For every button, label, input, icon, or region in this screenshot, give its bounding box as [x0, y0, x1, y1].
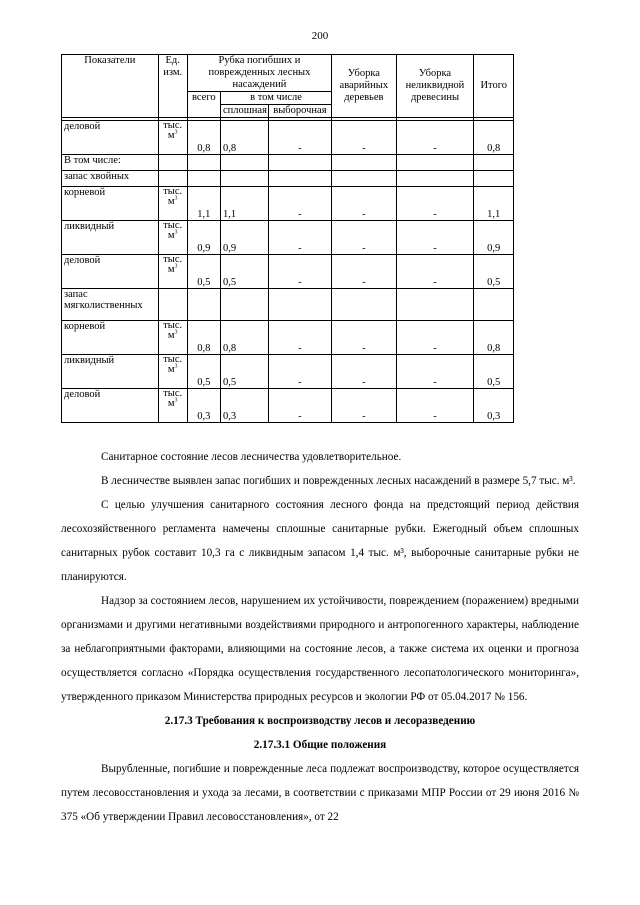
row-value — [220, 289, 268, 321]
row-value — [187, 171, 220, 187]
row-value: 1,1 — [220, 187, 268, 221]
header-cutting: Рубка погибших и поврежденных лесных насаждений — [187, 55, 331, 92]
row-value: - — [268, 389, 331, 423]
row-value: - — [396, 187, 474, 221]
row-value — [474, 171, 514, 187]
paragraph: Вырубленные, погибшие и поврежденные леса подлежат воспроизводству, которое осуществляется путем лесовосстановления и ухода за лесами, в соответствии с приказами МПР России от 29 июня 2016 № 375 «Об утверждении Правил лесовосстановления», от 22 — [61, 763, 579, 823]
row-value: - — [396, 355, 474, 389]
row-value: 0,3 — [474, 389, 514, 423]
row-value: 0,8 — [474, 121, 514, 155]
row-value: - — [396, 255, 474, 289]
row-value: - — [268, 121, 331, 155]
row-unit: тыс. $м^3$ — [158, 255, 187, 289]
row-value — [220, 171, 268, 187]
row-unit — [158, 155, 187, 171]
row-value — [396, 155, 474, 171]
row-value: 0,3 — [220, 389, 268, 423]
paragraph: В лесничестве выявлен запас погибших и поврежденных лесных насаждений в размере 5,7 тыс. м³. — [101, 475, 576, 487]
table-row — [62, 355, 514, 389]
paragraph: С целью улучшения санитарного состояния лесного фонда на предстоящий период действия лесохозяйственного регламента намечены сплошные санитарные рубки. Ежегодный объем сплошных санитарных рубок составит 10,3 га с ликвидным запасом 1,4 тыс. м³, выборочные санитарные рубки не планируются. — [61, 499, 579, 583]
table-row — [62, 255, 514, 289]
table-row — [62, 155, 514, 171]
row-unit — [158, 171, 187, 187]
row-value: 0,5 — [474, 255, 514, 289]
row-indicator: ликвидный — [62, 355, 159, 389]
row-indicator: корневой — [62, 321, 159, 355]
row-value: - — [268, 187, 331, 221]
row-value — [474, 155, 514, 171]
header-indicator: Показатели — [62, 55, 159, 118]
paragraph: Санитарное состояние лесов лесничества удовлетворительное. — [101, 451, 402, 463]
table-row — [62, 121, 514, 155]
row-value — [332, 171, 396, 187]
row-value — [220, 155, 268, 171]
row-value — [396, 171, 474, 187]
header-total: Итого — [474, 55, 514, 118]
row-value: - — [268, 221, 331, 255]
row-value — [396, 289, 474, 321]
row-value — [187, 289, 220, 321]
table-row — [62, 289, 514, 321]
row-value: 0,5 — [187, 355, 220, 389]
row-value — [268, 171, 331, 187]
row-unit: тыс. $м^3$ — [158, 389, 187, 423]
row-value: - — [268, 355, 331, 389]
row-value: 0,5 — [474, 355, 514, 389]
table-row — [62, 389, 514, 423]
row-value: 0,9 — [187, 221, 220, 255]
row-unit: тыс. $м^3$ — [158, 121, 187, 155]
row-indicator: деловой — [62, 389, 159, 423]
row-value: 1,1 — [474, 187, 514, 221]
row-value: 0,9 — [474, 221, 514, 255]
row-value: - — [332, 355, 396, 389]
row-value — [332, 289, 396, 321]
row-value: - — [332, 221, 396, 255]
row-unit: тыс. $м^3$ — [158, 221, 187, 255]
body-text — [61, 445, 579, 829]
row-value — [268, 155, 331, 171]
header-clear: сплошная — [220, 105, 268, 118]
row-value: 0,5 — [220, 355, 268, 389]
row-unit: тыс. $м^3$ — [158, 187, 187, 221]
row-value — [474, 289, 514, 321]
row-value: - — [396, 321, 474, 355]
row-indicator: В том числе: — [62, 155, 159, 171]
row-unit: тыс. $м^3$ — [158, 321, 187, 355]
row-value: - — [332, 121, 396, 155]
table-row — [62, 171, 514, 187]
subsection-heading: 2.17.3.1 Общие положения — [253, 739, 387, 751]
row-value: - — [396, 389, 474, 423]
section-heading: 2.17.3 Требования к воспроизводству лесов и лесоразведению — [164, 715, 476, 727]
row-value: - — [332, 321, 396, 355]
row-value: - — [396, 221, 474, 255]
header-incl: в том числе — [220, 92, 331, 105]
paragraph: Надзор за состоянием лесов, нарушением их устойчивости, повреждением (поражением) вредными организмами и другими негативными воздействиями природного и антропогенного характеры, наблюдение за неблагоприятными факторами, влияющими на состояние лесов, а также система их оценки и прогноза осуществляется согласно «Порядка осуществления государственного лесопатологического мониторинга», утвержденного приказом Министерства природных ресурсов и экологии РФ от 05.04.2017 № 156. — [61, 595, 579, 703]
row-value: 0,8 — [474, 321, 514, 355]
data-table — [61, 54, 514, 423]
row-value: 0,8 — [187, 121, 220, 155]
row-indicator: деловой — [62, 255, 159, 289]
row-value: 0,5 — [187, 255, 220, 289]
row-value: 0,8 — [220, 121, 268, 155]
header-illiquid: Уборка неликвидной древесины — [396, 55, 474, 118]
row-value: 1,1 — [187, 187, 220, 221]
row-value: 0,8 — [220, 321, 268, 355]
header-emergency: Уборка аварийных деревьев — [332, 55, 396, 118]
row-value: - — [268, 321, 331, 355]
row-value — [268, 289, 331, 321]
page-number: 200 — [311, 30, 329, 42]
row-indicator: запас мягколиственных — [62, 289, 159, 321]
row-value: 0,9 — [220, 221, 268, 255]
header-unit: Ед. изм. — [158, 55, 187, 118]
table-row — [62, 187, 514, 221]
row-value: 0,3 — [187, 389, 220, 423]
row-value: - — [268, 255, 331, 289]
header-selective: выборочная — [268, 105, 331, 118]
row-value — [332, 155, 396, 171]
row-indicator: запас хвойных — [62, 171, 159, 187]
row-indicator: деловой — [62, 121, 159, 155]
table-row — [62, 221, 514, 255]
row-indicator: корневой — [62, 187, 159, 221]
row-value: - — [396, 121, 474, 155]
header-total-all: всего — [187, 92, 220, 118]
row-value: 0,8 — [187, 321, 220, 355]
row-unit — [158, 289, 187, 321]
row-value: - — [332, 389, 396, 423]
row-indicator: ликвидный — [62, 221, 159, 255]
row-value: - — [332, 255, 396, 289]
row-value — [187, 155, 220, 171]
table-row — [62, 321, 514, 355]
row-value: - — [332, 187, 396, 221]
row-value: 0,5 — [220, 255, 268, 289]
row-unit: тыс. $м^3$ — [158, 355, 187, 389]
